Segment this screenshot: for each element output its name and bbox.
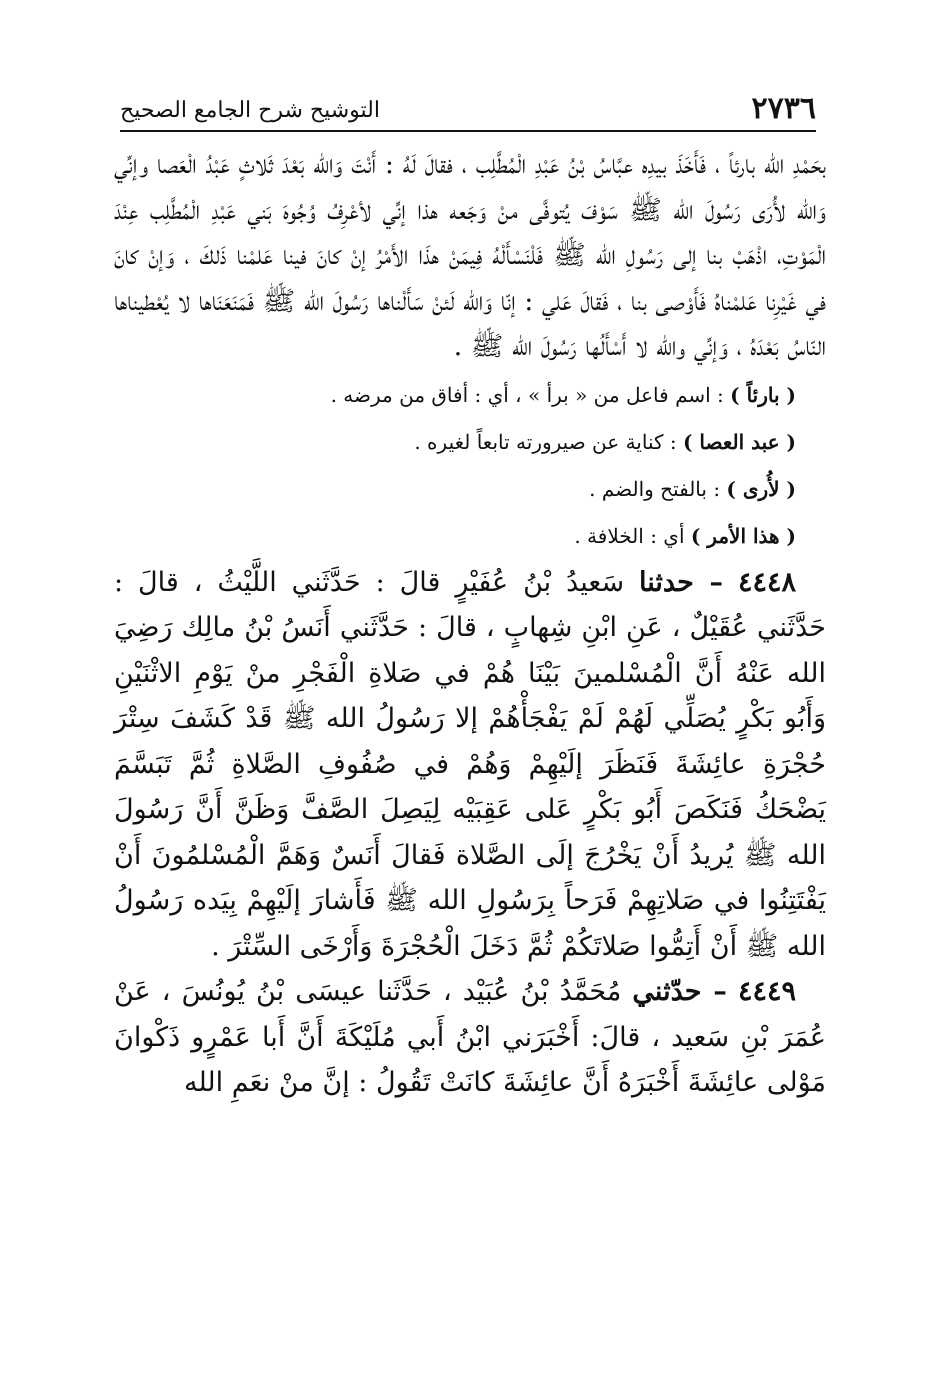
glossary-note: [114, 466, 826, 513]
hadith-number: ٤٤٤٩: [737, 976, 796, 1007]
glossary-note: [114, 513, 826, 560]
glossary-notes: [114, 372, 826, 560]
page-header: [120, 82, 816, 132]
note-term: ( عبد العصا ): [682, 429, 796, 454]
hadith-4449: [114, 969, 826, 1106]
note-text: : اسم فاعل من « برأ » ، أي : أفاق من مرضه .: [330, 382, 724, 407]
note-term: ( هذا الأمر ): [690, 523, 796, 548]
glossary-note: [114, 419, 826, 466]
hadith-lead: – حدّثني: [632, 976, 727, 1007]
passage-text: بحَمْدِ الله بارئاً ، فَأَخَذَ بيدِه عبَّاسُ بْنُ عَبْدِ الْمُطَّلِب ، فقالَ لَهُ : أَنْتَ وَالله بَعْدَ ثَلاثٍ عَبْدُ الْعَصا وإنِّي وَالله لأُرَى رَسُولَ الله ﷺ سَوْفَ يُتوفَّى منْ وَجَعه هذا إنِّي لأعْرِفُ وُجُوهَ بَني عَبْدِ الْمُطَّلِب عِنْدَ الْمَوْتِ، اذْهَبْ بنا إلى رَسُولِ الله ﷺ فَلْنَسْأَلْهُ فِيمَنْ هذَا الأَمْرُ إنْ كانَ فينا عَلمْنا ذَلكَ ، وَإنْ كانَ في غَيْرِنا عَلمْناهُ فَأَوْصى بنا ، فَقالَ عَلي : إنّا وَالله لَئنْ سَأَلْناها رَسُولَ الله ﷺ فَمَنَعَنَاها لا يُعْطيناها النّاسُ بَعْدَهُ ، وَإنِّي والله لا أَسْأَلُها رَسُولَ الله ﷺ .: [114, 149, 826, 362]
hadith-text: سَعيدُ بْنُ عُفَيْرٍ قالَ : حَدَّثَني اللَّيْثُ ، قالَ : حَدَّثَني عُقَيْلٌ ، عَنِ ابْنِ شِهابٍ ، قالَ : حَدَّثَني أَنَسُ بْنُ مالِك رَضِيَ الله عَنْهُ أَنَّ الْمُسْلمينَ بَيْنَا هُمْ في صَلاةِ الْفَجْرِ منْ يَوْمِ الاثْنَيْنِ وَأَبُو بَكْرٍ يُصَلِّي لَهُمْ لَمْ يَفْجَأْهُمْ إلا رَسُولُ الله ﷺ قَدْ كَشَفَ سِتْرَ حُجْرَةِ عائِشَةَ فَنَظَرَ إلَيْهِمْ وَهُمْ في صُفُوفِ الصَّلاةِ ثُمَّ تَبَسَّمَ يَضْحَكُ فَنَكَصَ أَبُو بَكْرٍ عَلى عَقِبَيْه لِيَصِلَ الصَّفَّ وَظَنَّ أَنَّ رَسُولَ الله ﷺ يُريدُ أَنْ يَخْرُجَ إلَى الصَّلاة فَقالَ أَنَسٌ وَهَمَّ الْمُسْلمُونَ أَنْ يَفْتَتِنُوا في صَلاتِهِمْ فَرَحاً بِرَسُولِ الله ﷺ فَأَشارَ إلَيْهِمْ بِيَده رَسُولُ الله ﷺ أَنْ أَتِمُّوا صَلاتَكُمْ ثُمَّ دَخَلَ الْحُجْرَةَ وَأَرْخَى السِّتْرَ .: [114, 566, 826, 962]
note-text: : كناية عن صيرورته تابعاً لغيره .: [414, 429, 677, 454]
hadith-number: ٤٤٤٨: [738, 566, 797, 598]
note-text: أي : الخلافة .: [574, 523, 685, 548]
page-number: ٢٧٣٦: [751, 91, 816, 126]
page-body: [114, 142, 826, 1106]
note-text: : بالفتح والضم .: [589, 476, 721, 501]
hadith-lead: – حدثنا: [639, 566, 724, 598]
hadith-4448: [114, 560, 826, 970]
hadith-text: مُحَمَّدُ بْنُ عُبَيْد ، حَدَّثَنا عيسَى بْنُ يُونُسَ ، عَنْ عُمَرَ بْنِ سَعيد ، قالَ: أَخْبَرَني ابْنُ أَبي مُلَيْكَةَ أَنَّ أَبا عَمْرٍو ذَكْوانَ مَوْلى عائِشَةَ أَخْبَرَهُ أَنَّ عائِشَةَ كانَتْ تَقُولُ : إنَّ منْ نعَمِ الله: [114, 976, 826, 1098]
running-title: التوشيح شرح الجامع الصحيح: [120, 98, 380, 123]
glossary-note: [114, 372, 826, 419]
note-term: ( بارئاً ): [730, 382, 796, 407]
note-term: ( لأُرى ): [726, 476, 796, 501]
